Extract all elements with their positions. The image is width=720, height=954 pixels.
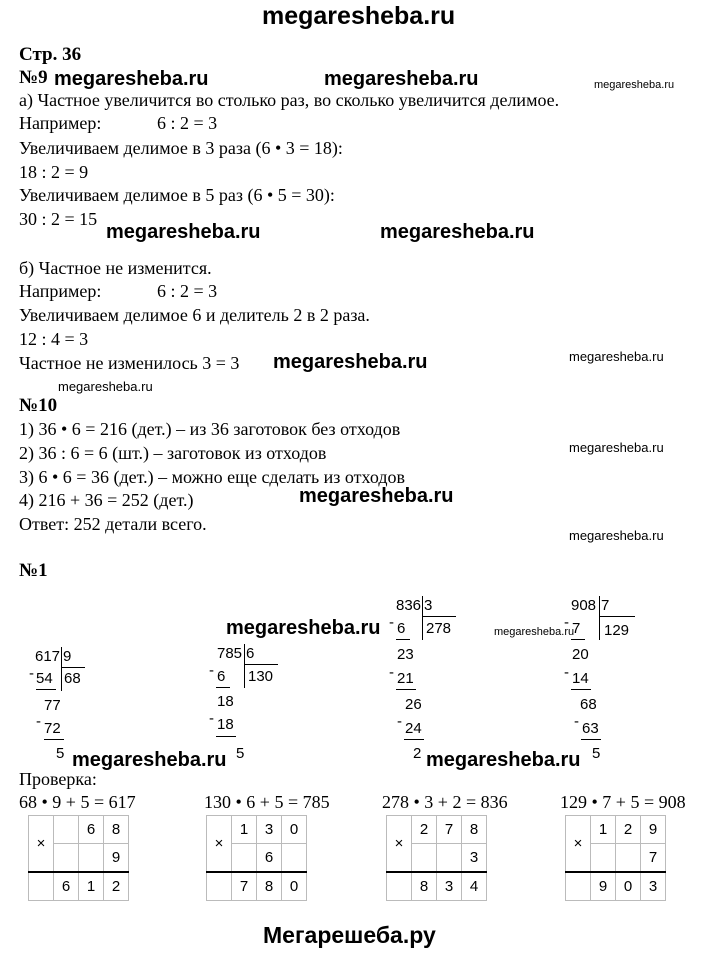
task10-step-1: 1) 36 • 6 = 216 (дет.) – из 36 заготовок без отходов	[19, 419, 401, 439]
example-b: 6 : 2 = 3	[157, 281, 218, 301]
increase-by-5: Увеличиваем делимое в 5 раз (6 • 5 = 30):	[19, 185, 335, 205]
task10-step-4: 4) 216 + 36 = 252 (дет.)	[19, 490, 194, 510]
check-4: 129 • 7 + 5 = 908	[560, 792, 686, 812]
result-2: 12 : 4 = 3	[19, 329, 89, 349]
multiplication-grid-3: × 2 7 8 3 8 3 4	[386, 815, 487, 901]
task9-number: №9	[19, 67, 48, 88]
example-label: Например:	[19, 281, 102, 301]
task10-number: №10	[19, 395, 58, 416]
task9-a-line: а) Частное увеличится во столько раз, во сколько увеличится делимое.	[19, 90, 560, 110]
result-5: 30 : 2 = 15	[19, 209, 98, 229]
check-label: Проверка:	[19, 769, 97, 789]
task10-answer: Ответ: 252 детали всего.	[19, 514, 207, 534]
no-change-line: Частное не изменилось 3 = 3	[19, 353, 240, 373]
multiplication-grid-2: × 1 3 0 6 7 8 0	[206, 815, 307, 901]
task10-step-2: 2) 36 : 6 = 6 (шт.) – заготовок из отходов	[19, 443, 327, 463]
watermark: megaresheba.ru	[226, 617, 381, 639]
watermark-small: megaresheba.ru	[58, 379, 153, 394]
watermark: megaresheba.ru	[299, 485, 454, 507]
check-3: 278 • 3 + 2 = 836	[382, 792, 508, 812]
example-label: Например:	[19, 113, 102, 133]
watermark: megaresheba.ru	[380, 221, 535, 243]
watermark: megaresheba.ru	[426, 749, 581, 771]
watermark: megaresheba.ru	[324, 68, 479, 90]
header-watermark: megaresheba.ru	[262, 2, 456, 30]
task9-b-line: б) Частное не изменится.	[19, 258, 212, 278]
multiplication-grid-4: × 1 2 9 7 9 0 3	[565, 815, 666, 901]
watermark-small: megaresheba.ru	[569, 349, 664, 364]
watermark: megaresheba.ru	[106, 221, 261, 243]
watermark-small: megaresheba.ru	[494, 626, 575, 638]
watermark-small: megaresheba.ru	[569, 528, 664, 543]
watermark-small: megaresheba.ru	[569, 440, 664, 455]
result-3: 18 : 2 = 9	[19, 162, 89, 182]
watermark: megaresheba.ru	[273, 351, 428, 373]
watermark-small: megaresheba.ru	[594, 79, 675, 91]
example-a: 6 : 2 = 3	[157, 113, 218, 133]
task1-number: №1	[19, 560, 48, 581]
increase-by-3: Увеличиваем делимое в 3 раза (6 • 3 = 18):	[19, 138, 343, 158]
increase-by-2: Увеличиваем делимое 6 и делитель 2 в 2 раза.	[19, 305, 370, 325]
page-title: Стр. 36	[19, 44, 82, 65]
check-1: 68 • 9 + 5 = 617	[19, 792, 136, 812]
watermark: megaresheba.ru	[54, 68, 209, 90]
task10-step-3: 3) 6 • 6 = 36 (дет.) – можно еще сделать из отходов	[19, 467, 405, 487]
multiplication-grid-1: × 6 8 9 6 1 2	[28, 815, 129, 901]
watermark: megaresheba.ru	[72, 749, 227, 771]
footer-watermark: Мегарешеба.ру	[263, 922, 436, 948]
check-2: 130 • 6 + 5 = 785	[204, 792, 330, 812]
